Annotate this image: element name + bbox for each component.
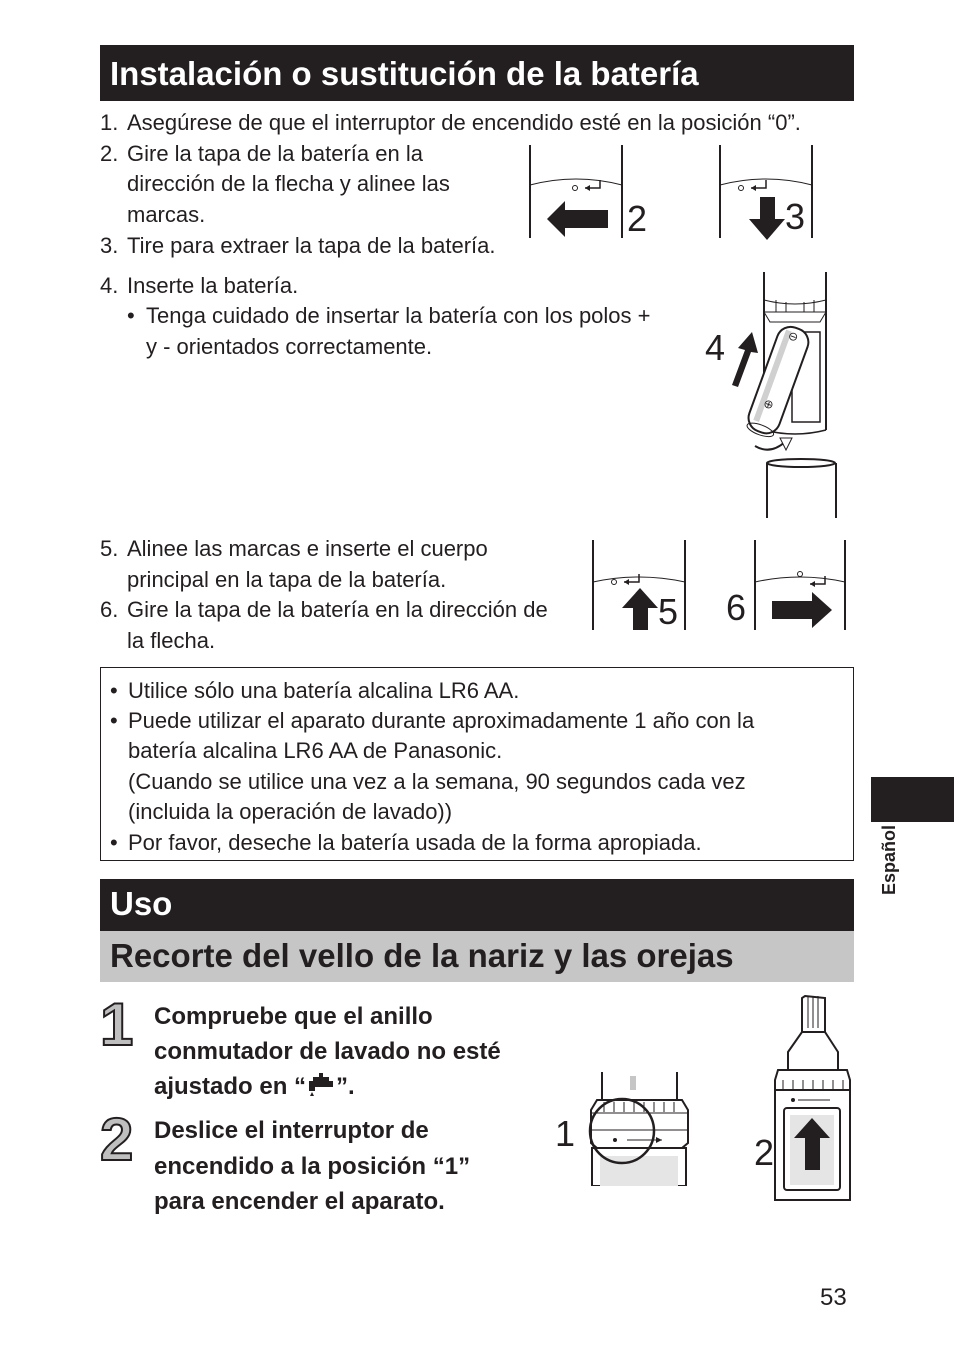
step-text: marcas. (127, 202, 206, 227)
note-text: Por favor, deseche la batería usada de la forma apropiada. (128, 830, 702, 855)
figure-label: 5 (658, 591, 679, 632)
step-text: principal en la tapa de la batería. (127, 567, 447, 592)
step-text: Compruebe que el anillo (154, 1003, 433, 1030)
language-tab (871, 777, 954, 822)
step-text: conmutador de lavado no esté (154, 1038, 501, 1065)
figure-check-wash-ring (552, 1068, 697, 1186)
figure-label: 2 (754, 1132, 775, 1173)
step-text: Tire para extraer la tapa de la batería. (127, 233, 496, 258)
bullet-char: • (127, 303, 135, 328)
figure-pull-cap-down (715, 143, 825, 243)
step-text-part: ”. (336, 1073, 355, 1100)
page-number: 53 (820, 1284, 847, 1311)
bullet-text: y - orientados correctamente. (146, 334, 433, 359)
svg-text:⊕: ⊕ (761, 395, 776, 413)
figure-rotate-cap-left (525, 143, 665, 243)
step-number: 6. (100, 597, 119, 622)
step-number: 4. (100, 273, 119, 298)
figure-label: 4 (705, 327, 726, 368)
language-label: Español (879, 824, 899, 895)
bullet-char: • (110, 708, 118, 733)
note-text: batería alcalina LR6 AA de Panasonic. (128, 738, 503, 763)
note-text: (incluida la operación de lavado)) (128, 799, 453, 824)
figure-label: 6 (726, 587, 747, 628)
step-text: Gire la tapa de la batería en la (127, 141, 423, 166)
step-text: dirección de la flecha y alinee las (127, 171, 450, 196)
step-number: 3. (100, 233, 119, 258)
step-text: Asegúrese de que el interruptor de encendido esté en la posición “0”. (127, 110, 801, 135)
figure-rotate-cap-right (722, 538, 852, 633)
section-title-battery: Instalación o sustitución de la batería (100, 45, 854, 101)
step-number: 2. (100, 141, 119, 166)
figure-label: 2 (627, 198, 648, 239)
section-title-usage: Uso (100, 879, 854, 931)
note-text: (Cuando se utilice una vez a la semana, 90 segundos cada vez (128, 769, 746, 794)
step-number: 5. (100, 536, 119, 561)
step-text: encendido a la posición “1” (154, 1153, 471, 1180)
figure-slide-power-switch (750, 990, 860, 1205)
step-text: la flecha. (127, 628, 216, 653)
step-big-number: 2 (100, 1106, 134, 1173)
faucet-icon (306, 1072, 336, 1098)
figure-insert-battery (700, 270, 850, 520)
step-text: Gire la tapa de la batería en la dirección de (127, 597, 548, 622)
note-text: Puede utilizar el aparato durante aproximadamente 1 año con la (128, 708, 755, 733)
note-text: Utilice sólo una batería alcalina LR6 AA. (128, 678, 520, 703)
bullet-text: Tenga cuidado de insertar la batería con los polos + (146, 303, 651, 328)
bullet-char: • (110, 830, 118, 855)
step-text: Deslice el interruptor de (154, 1117, 429, 1144)
figure-label: 1 (555, 1113, 576, 1154)
bullet-char: • (110, 678, 118, 703)
step-text: Inserte la batería. (127, 273, 299, 298)
step-text-inline (154, 1069, 355, 1104)
step-big-number: 1 (100, 991, 134, 1058)
step-text: para encender el aparato. (154, 1188, 445, 1215)
step-number: 1. (100, 110, 119, 135)
figure-label: 3 (785, 196, 806, 237)
section-subtitle-trimming: Recorte del vello de la nariz y las orejas (100, 931, 854, 982)
step-text-part: ajustado en “ (154, 1073, 307, 1100)
figure-insert-body-up (588, 538, 693, 633)
step-text: Alinee las marcas e inserte el cuerpo (127, 536, 488, 561)
svg-text:⊖: ⊖ (786, 328, 801, 345)
